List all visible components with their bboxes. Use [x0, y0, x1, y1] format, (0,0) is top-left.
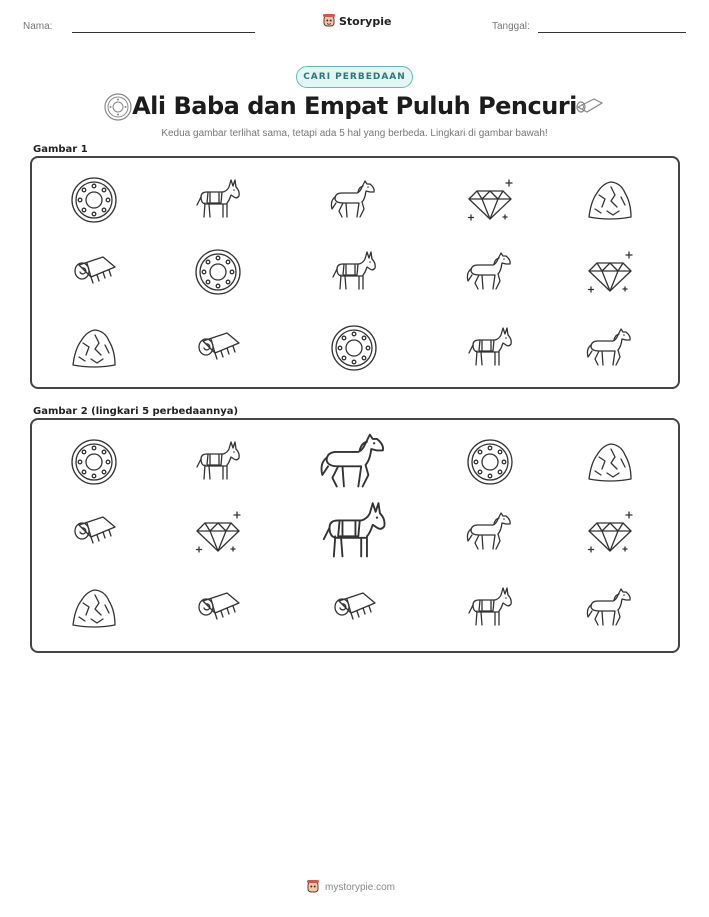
coin-icon[interactable]: [465, 437, 515, 487]
carpet-icon[interactable]: [329, 583, 379, 633]
picture-1-panel: [30, 156, 680, 389]
diamond-icon[interactable]: [585, 507, 635, 557]
instructions: Kedua gambar terlihat sama, tetapi ada 5 hal yang berbeda. Lingkari di gambar bawah!: [161, 128, 548, 139]
rock-icon: [585, 175, 635, 225]
carpet-icon: [193, 323, 243, 373]
picture-2-panel[interactable]: [30, 418, 680, 653]
brand: [322, 13, 391, 29]
diamond-icon: [465, 175, 515, 225]
storypie-logo-icon: [322, 13, 336, 29]
carpet-icon: [69, 247, 119, 297]
page-title: Ali Baba dan Empat Puluh Pencuri: [132, 92, 577, 120]
name-label: Nama:: [23, 21, 53, 32]
donkey-icon[interactable]: [193, 437, 243, 487]
coin-icon: [193, 247, 243, 297]
carpet-icon[interactable]: [69, 507, 119, 557]
horse-icon: [585, 323, 635, 373]
rock-icon: [69, 323, 119, 373]
donkey-icon: [193, 175, 243, 225]
date-line[interactable]: [538, 32, 686, 33]
horse-icon: [465, 247, 515, 297]
donkey-icon[interactable]: [465, 583, 515, 633]
storypie-logo-icon: [306, 879, 320, 895]
coin-icon[interactable]: [69, 437, 119, 487]
horse-icon[interactable]: [318, 426, 390, 498]
carpet-icon: [574, 95, 604, 119]
horse-icon[interactable]: [465, 507, 515, 557]
activity-badge: CARI PERBEDAAN: [296, 66, 413, 88]
rock-icon[interactable]: [69, 583, 119, 633]
carpet-icon[interactable]: [193, 583, 243, 633]
date-label: Tanggal:: [492, 21, 530, 32]
horse-icon[interactable]: [585, 583, 635, 633]
coin-icon: [69, 175, 119, 225]
footer: [306, 879, 395, 895]
brand-name: Storypie: [339, 14, 392, 28]
horse-icon: [329, 175, 379, 225]
donkey-icon[interactable]: [318, 496, 390, 568]
diamond-icon: [585, 247, 635, 297]
rock-icon[interactable]: [585, 437, 635, 487]
donkey-icon: [465, 323, 515, 373]
coin-icon: [329, 323, 379, 373]
name-line[interactable]: [72, 32, 255, 33]
picture-2-label: Gambar 2 (lingkari 5 perbedaannya): [33, 406, 239, 417]
footer-site: mystorypie.com: [325, 881, 396, 893]
donkey-icon: [329, 247, 379, 297]
diamond-icon[interactable]: [193, 507, 243, 557]
picture-1-label: Gambar 1: [33, 144, 88, 155]
